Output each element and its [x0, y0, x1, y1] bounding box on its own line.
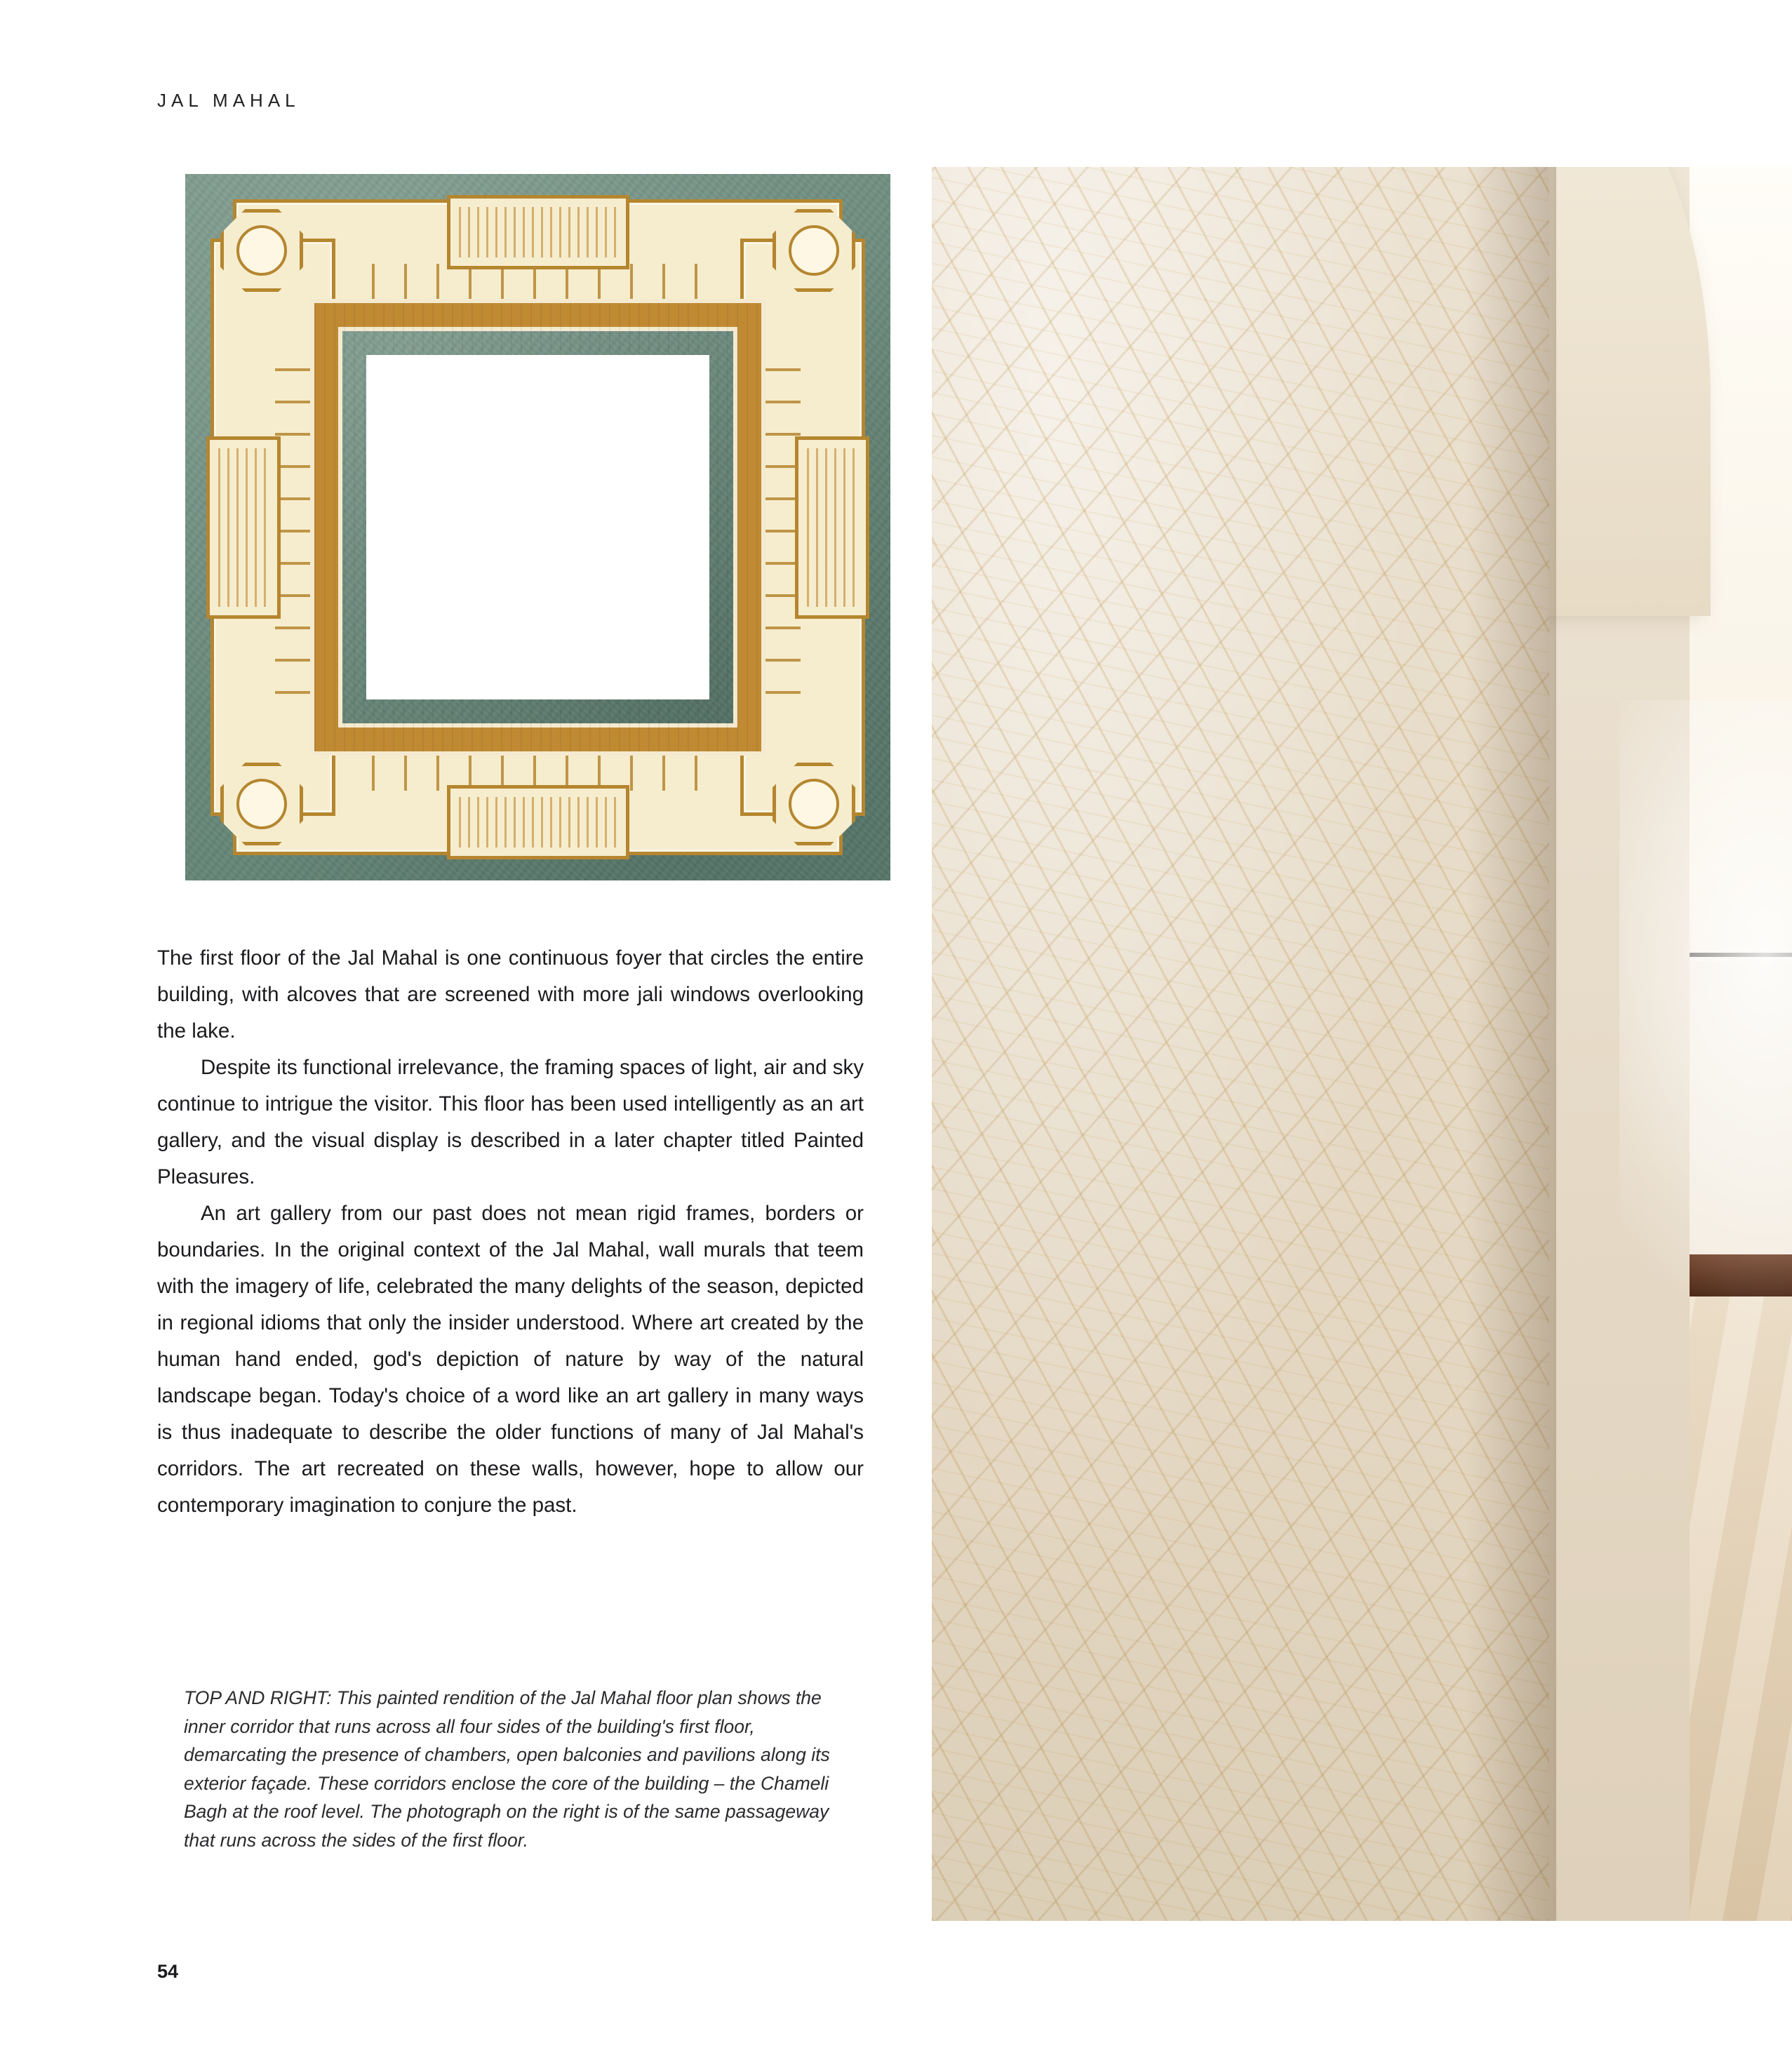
floor-plan-figure [185, 174, 890, 880]
plan-chambers-left [275, 361, 314, 694]
plan-central-court [366, 355, 709, 699]
plan-bastion-northwest [220, 209, 303, 292]
running-head: JAL MAHAL [157, 90, 300, 111]
body-text [157, 940, 864, 1524]
plan-pavilion-west [206, 436, 281, 619]
plan-pavilion-north [447, 195, 629, 269]
plan-outer-ring [210, 199, 865, 855]
plan-pavilion-east [795, 436, 869, 619]
figure-caption: TOP AND RIGHT: This painted rendition of the Jal Mahal floor plan shows the inner corridor that runs across all four sides of the building's first floor, demarcating the presence of chambers, open balconies and pavilions along its exterior façade. These corridors enclose the core of the building – the Chameli Bagh at the roof level. The photograph on the right is of the same passageway that runs across the sides of the first floor. [184, 1687, 830, 1851]
body-paragraph-2: Despite its functional irrelevance, the framing spaces of light, air and sky continue to intrigue the visitor. This floor has been used intelligently as an art gallery, and the visual display is described in a later chapter titled Painted Pleasures. [157, 1056, 864, 1188]
body-paragraph-3: An art gallery from our past does not mean rigid frames, borders or boundaries. In the original context of the Jal Mahal, wall murals that teem with the imagery of life, celebrated the many delights of the season, depicted in regional idioms that only the insider understood. Where art created by the human hand ended, god's depiction of nature by way of the natural landscape began. Today's choice of a word like an art gallery in many ways is thus inadequate to describe the older functions of many of Jal Mahal's corridors. The art recreated on these walls, however, hope to allow our contemporary imagination to conjure the past. [157, 1202, 864, 1517]
corridor-photograph [932, 167, 1792, 1921]
plan-pavilion-south [447, 785, 629, 859]
plan-chambers-top [372, 264, 704, 303]
photo-painted-wall [932, 167, 1549, 1921]
page-number: 54 [157, 1961, 179, 1982]
body-paragraph-1: The first floor of the Jal Mahal is one continuous foyer that circles the entire building, with alcoves that are screened with more jali windows overlooking the lake. [157, 946, 864, 1043]
